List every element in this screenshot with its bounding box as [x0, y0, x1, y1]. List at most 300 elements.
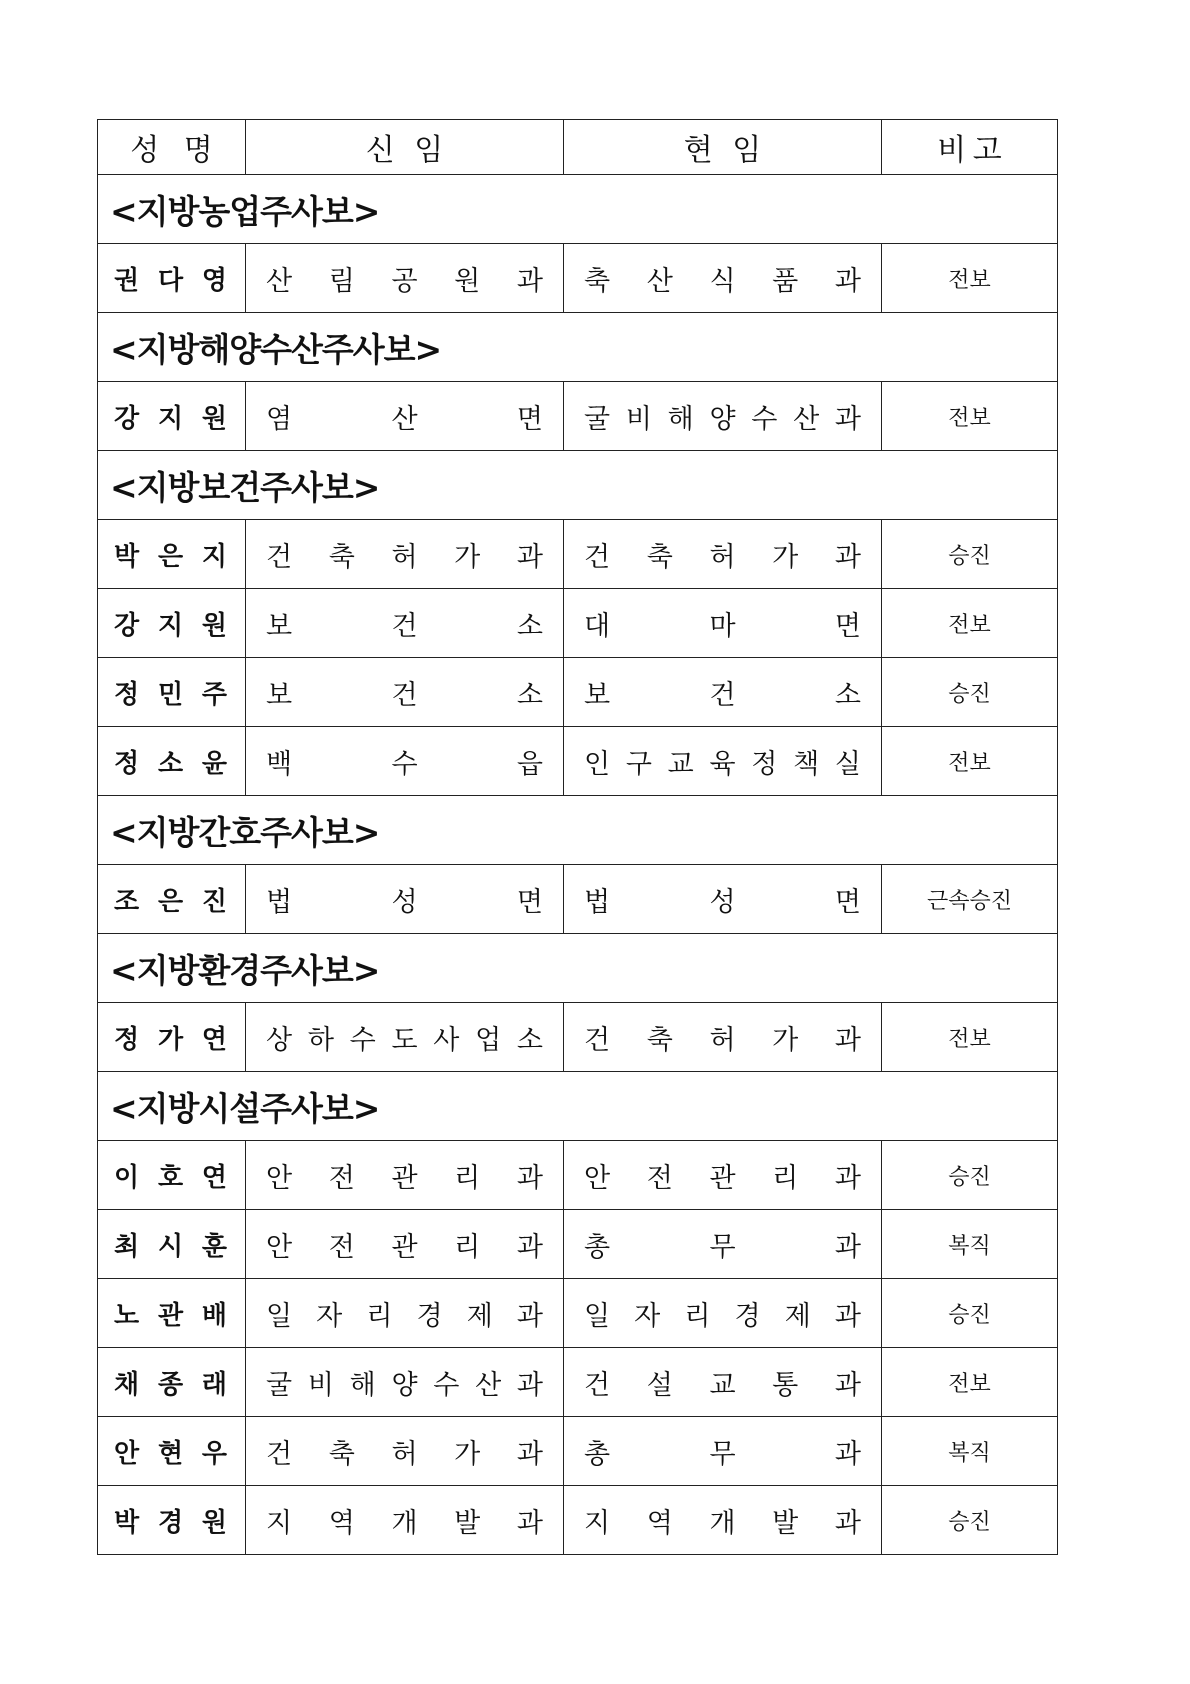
new-post-cell — [246, 382, 564, 451]
current-post-cell — [564, 1417, 882, 1486]
header-new-post-char: 신 — [365, 133, 395, 168]
glyph: 허 — [709, 1024, 736, 1056]
glyph: 발 — [772, 1507, 799, 1539]
glyph: 과 — [834, 541, 861, 573]
glyph: 소 — [516, 1024, 543, 1056]
glyph: 원 — [201, 1507, 227, 1538]
glyph: 가 — [772, 541, 799, 573]
glyph: 주 — [201, 679, 227, 710]
current-post-cell — [564, 244, 882, 313]
glyph: 품 — [772, 265, 799, 297]
header-name-char: 명 — [183, 133, 213, 168]
current-post-cell — [564, 1348, 882, 1417]
current-post-cell-text — [564, 604, 881, 643]
glyph: 실 — [834, 748, 861, 780]
name-cell — [98, 1210, 246, 1279]
glyph: 호 — [157, 1162, 184, 1193]
new-post-cell — [246, 1279, 564, 1348]
new-post-cell — [246, 520, 564, 589]
person-name — [98, 1364, 245, 1401]
glyph: 리 — [772, 1162, 799, 1194]
glyph: 성 — [391, 886, 418, 918]
glyph: 리 — [454, 1231, 481, 1263]
glyph: 림 — [328, 265, 355, 297]
glyph: 과 — [834, 1300, 861, 1332]
glyph: 최 — [114, 1231, 140, 1262]
current-post-cell-text — [564, 259, 881, 298]
glyph: 건 — [584, 1369, 611, 1401]
new-post-cell-text — [246, 1363, 563, 1402]
glyph: 건 — [584, 1024, 611, 1056]
glyph: 과 — [834, 1438, 861, 1470]
new-post-cell — [246, 865, 564, 934]
glyph: 종 — [157, 1369, 184, 1400]
glyph: 축 — [646, 541, 673, 573]
glyph: 조 — [114, 886, 140, 917]
person-name — [98, 260, 245, 297]
glyph: 박 — [114, 1507, 140, 1538]
glyph: 개 — [391, 1507, 418, 1539]
glyph: 강 — [114, 403, 140, 434]
glyph: 총 — [584, 1438, 611, 1470]
new-post-cell-text — [246, 1432, 563, 1471]
glyph: 경 — [157, 1507, 184, 1538]
glyph: 과 — [834, 265, 861, 297]
new-post-cell — [246, 1141, 564, 1210]
glyph: 과 — [834, 1231, 861, 1263]
remark-cell: 승진 — [882, 1486, 1058, 1555]
table-row — [98, 382, 1058, 451]
glyph: 비 — [307, 1369, 334, 1401]
glyph: 자 — [634, 1300, 661, 1332]
name-cell — [98, 520, 246, 589]
current-post-cell — [564, 1003, 882, 1072]
new-post-cell-text — [246, 259, 563, 298]
glyph: 면 — [516, 403, 543, 435]
name-cell — [98, 1348, 246, 1417]
person-name — [98, 605, 245, 642]
person-name — [98, 1226, 245, 1263]
glyph: 축 — [328, 541, 355, 573]
glyph: 과 — [516, 1438, 543, 1470]
remark-cell: 전보 — [882, 727, 1058, 796]
new-post-cell — [246, 589, 564, 658]
table-row — [98, 865, 1058, 934]
glyph: 소 — [157, 748, 184, 779]
glyph: 염 — [266, 403, 293, 435]
glyph: 진 — [201, 886, 227, 917]
new-post-cell — [246, 244, 564, 313]
glyph: 무 — [709, 1231, 736, 1263]
glyph: 과 — [516, 541, 543, 573]
new-post-cell — [246, 727, 564, 796]
table-row — [98, 727, 1058, 796]
glyph: 양 — [709, 403, 736, 435]
remark-cell: 전보 — [882, 382, 1058, 451]
new-post-cell — [246, 1486, 564, 1555]
glyph: 해 — [349, 1369, 376, 1401]
section-title: <지방보건주사보> — [98, 451, 1058, 520]
glyph: 윤 — [201, 748, 227, 779]
new-post-cell — [246, 1210, 564, 1279]
person-name — [98, 536, 245, 573]
header-new-post-cell — [246, 120, 564, 175]
glyph: 정 — [114, 679, 140, 710]
header-row — [98, 120, 1058, 175]
name-cell — [98, 382, 246, 451]
glyph: 상 — [266, 1024, 293, 1056]
glyph: 굴 — [266, 1369, 293, 1401]
section-row — [98, 934, 1058, 1003]
glyph: 구 — [625, 748, 652, 780]
glyph: 경 — [734, 1300, 761, 1332]
header-name-char: 성 — [130, 133, 160, 168]
glyph: 소 — [834, 679, 861, 711]
glyph: 수 — [433, 1369, 460, 1401]
glyph: 식 — [709, 265, 736, 297]
glyph: 전 — [328, 1231, 355, 1263]
new-post-cell-text — [246, 880, 563, 919]
glyph: 교 — [667, 748, 694, 780]
glyph: 축 — [646, 1024, 673, 1056]
remark-cell: 전보 — [882, 589, 1058, 658]
current-post-cell-text — [564, 1501, 881, 1540]
header-current-post-char: 임 — [732, 133, 762, 168]
remark-cell: 승진 — [882, 520, 1058, 589]
new-post-cell — [246, 658, 564, 727]
glyph: 법 — [584, 886, 611, 918]
glyph: 과 — [516, 1231, 543, 1263]
current-post-cell — [564, 589, 882, 658]
glyph: 책 — [793, 748, 820, 780]
current-post-cell — [564, 658, 882, 727]
glyph: 무 — [709, 1438, 736, 1470]
glyph: 원 — [201, 610, 227, 641]
person-name — [98, 674, 245, 711]
current-post-cell-text — [564, 880, 881, 919]
glyph: 법 — [266, 886, 293, 918]
glyph: 연 — [201, 1162, 227, 1193]
glyph: 일 — [584, 1300, 611, 1332]
person-name — [98, 1157, 245, 1194]
glyph: 굴 — [584, 403, 611, 435]
person-name — [98, 1433, 245, 1470]
glyph: 안 — [266, 1231, 293, 1263]
section-title: <지방시설주사보> — [98, 1072, 1058, 1141]
glyph: 하 — [307, 1024, 334, 1056]
remark-cell: 승진 — [882, 658, 1058, 727]
glyph: 대 — [584, 610, 611, 642]
glyph: 과 — [834, 1369, 861, 1401]
glyph: 우 — [201, 1438, 227, 1469]
glyph: 수 — [349, 1024, 376, 1056]
glyph: 관 — [391, 1162, 418, 1194]
section-title: <지방농업주사보> — [98, 175, 1058, 244]
glyph: 정 — [114, 1024, 140, 1055]
table-row — [98, 589, 1058, 658]
section-row — [98, 1072, 1058, 1141]
new-post-cell-text — [246, 604, 563, 643]
current-post-cell — [564, 382, 882, 451]
section-row — [98, 451, 1058, 520]
glyph: 제 — [466, 1300, 493, 1332]
glyph: 권 — [114, 265, 140, 296]
glyph: 교 — [709, 1369, 736, 1401]
glyph: 면 — [834, 886, 861, 918]
glyph: 설 — [646, 1369, 673, 1401]
table-row — [98, 1279, 1058, 1348]
name-cell — [98, 865, 246, 934]
glyph: 축 — [328, 1438, 355, 1470]
glyph: 해 — [667, 403, 694, 435]
header-current-post-char: 현 — [683, 133, 713, 168]
glyph: 소 — [516, 610, 543, 642]
glyph: 영 — [201, 265, 227, 296]
name-cell — [98, 1279, 246, 1348]
table-body — [98, 120, 1058, 1555]
glyph: 리 — [366, 1300, 393, 1332]
glyph: 일 — [266, 1300, 293, 1332]
new-post-cell-text — [246, 1294, 563, 1333]
table-row — [98, 658, 1058, 727]
name-cell — [98, 727, 246, 796]
glyph: 정 — [751, 748, 778, 780]
current-post-cell-text — [564, 1432, 881, 1471]
current-post-cell-text — [564, 1294, 881, 1333]
table-row — [98, 244, 1058, 313]
glyph: 안 — [584, 1162, 611, 1194]
current-post-cell-text — [564, 1225, 881, 1264]
current-post-cell-text — [564, 397, 881, 436]
person-name — [98, 881, 245, 918]
glyph: 민 — [157, 679, 184, 710]
name-cell — [98, 589, 246, 658]
current-post-cell-text — [564, 1018, 881, 1057]
table-row — [98, 1210, 1058, 1279]
glyph: 산 — [475, 1369, 502, 1401]
current-post-cell-text — [564, 673, 881, 712]
glyph: 이 — [114, 1162, 140, 1193]
remark-cell: 전보 — [882, 1003, 1058, 1072]
glyph: 정 — [114, 748, 140, 779]
glyph: 과 — [516, 1507, 543, 1539]
glyph: 축 — [584, 265, 611, 297]
person-name — [98, 743, 245, 780]
personnel-table — [97, 119, 1058, 1555]
remark-cell: 전보 — [882, 1348, 1058, 1417]
person-name — [98, 1502, 245, 1539]
current-post-cell-text — [564, 1156, 881, 1195]
glyph: 관 — [709, 1162, 736, 1194]
glyph: 관 — [391, 1231, 418, 1263]
glyph: 제 — [784, 1300, 811, 1332]
current-post-cell — [564, 1210, 882, 1279]
new-post-cell-text — [246, 1156, 563, 1195]
glyph: 지 — [201, 541, 227, 572]
new-post-cell-text — [246, 1501, 563, 1540]
glyph: 마 — [709, 610, 736, 642]
header-current-post-cell — [564, 120, 882, 175]
glyph: 은 — [157, 541, 184, 572]
glyph: 리 — [454, 1162, 481, 1194]
header-remark-cell — [882, 120, 1058, 175]
glyph: 지 — [584, 1507, 611, 1539]
glyph: 노 — [114, 1300, 140, 1331]
section-title: <지방간호주사보> — [98, 796, 1058, 865]
glyph: 경 — [416, 1300, 443, 1332]
current-post-cell-text — [564, 742, 881, 781]
current-post-cell — [564, 1141, 882, 1210]
glyph: 과 — [516, 1369, 543, 1401]
new-post-cell-text — [246, 397, 563, 436]
section-row — [98, 796, 1058, 865]
glyph: 건 — [266, 541, 293, 573]
glyph: 육 — [709, 748, 736, 780]
header-remark-char: 고 — [972, 133, 1002, 168]
person-name — [98, 398, 245, 435]
glyph: 업 — [475, 1024, 502, 1056]
glyph: 원 — [454, 265, 481, 297]
header-new-post-char: 임 — [414, 133, 444, 168]
remark-cell: 승진 — [882, 1279, 1058, 1348]
glyph: 시 — [157, 1231, 184, 1262]
glyph: 지 — [157, 403, 184, 434]
glyph: 허 — [391, 1438, 418, 1470]
remark-cell: 복직 — [882, 1417, 1058, 1486]
table-row — [98, 1486, 1058, 1555]
person-name — [98, 1295, 245, 1332]
glyph: 안 — [266, 1162, 293, 1194]
glyph: 전 — [328, 1162, 355, 1194]
glyph: 수 — [391, 748, 418, 780]
new-post-cell — [246, 1417, 564, 1486]
glyph: 과 — [834, 403, 861, 435]
table-row — [98, 1348, 1058, 1417]
glyph: 백 — [266, 748, 293, 780]
section-row — [98, 313, 1058, 382]
glyph: 인 — [584, 748, 611, 780]
header-remark-char: 비 — [937, 133, 967, 168]
glyph: 과 — [516, 1162, 543, 1194]
glyph: 면 — [516, 886, 543, 918]
glyph: 면 — [834, 610, 861, 642]
glyph: 개 — [709, 1507, 736, 1539]
current-post-cell — [564, 865, 882, 934]
glyph: 채 — [114, 1369, 140, 1400]
glyph: 수 — [751, 403, 778, 435]
glyph: 통 — [772, 1369, 799, 1401]
glyph: 성 — [709, 886, 736, 918]
new-post-cell-text — [246, 1018, 563, 1057]
glyph: 래 — [201, 1369, 227, 1400]
glyph: 리 — [684, 1300, 711, 1332]
name-cell — [98, 1141, 246, 1210]
new-post-cell-text — [246, 673, 563, 712]
glyph: 비 — [625, 403, 652, 435]
glyph: 다 — [157, 265, 184, 296]
glyph: 보 — [266, 679, 293, 711]
glyph: 허 — [391, 541, 418, 573]
table-row — [98, 1417, 1058, 1486]
glyph: 은 — [157, 886, 184, 917]
glyph: 허 — [709, 541, 736, 573]
glyph: 산 — [391, 403, 418, 435]
glyph: 과 — [834, 1024, 861, 1056]
glyph: 산 — [646, 265, 673, 297]
glyph: 가 — [772, 1024, 799, 1056]
glyph: 소 — [516, 679, 543, 711]
new-post-cell-text — [246, 742, 563, 781]
glyph: 보 — [266, 610, 293, 642]
glyph: 도 — [391, 1024, 418, 1056]
section-row — [98, 175, 1058, 244]
glyph: 연 — [201, 1024, 227, 1055]
glyph: 배 — [201, 1300, 227, 1331]
new-post-cell — [246, 1348, 564, 1417]
current-post-cell — [564, 1279, 882, 1348]
new-post-cell-text — [246, 535, 563, 574]
name-cell — [98, 658, 246, 727]
glyph: 산 — [793, 403, 820, 435]
glyph: 지 — [157, 610, 184, 641]
remark-cell: 복직 — [882, 1210, 1058, 1279]
remark-cell: 근속승진 — [882, 865, 1058, 934]
glyph: 읍 — [516, 748, 543, 780]
glyph: 산 — [266, 265, 293, 297]
glyph: 과 — [834, 1162, 861, 1194]
glyph: 사 — [433, 1024, 460, 1056]
glyph: 원 — [201, 403, 227, 434]
glyph: 가 — [157, 1024, 184, 1055]
remark-cell: 승진 — [882, 1141, 1058, 1210]
name-cell — [98, 1417, 246, 1486]
table-row — [98, 520, 1058, 589]
section-title: <지방환경주사보> — [98, 934, 1058, 1003]
glyph: 발 — [454, 1507, 481, 1539]
glyph: 안 — [114, 1438, 140, 1469]
glyph: 과 — [516, 1300, 543, 1332]
glyph: 공 — [391, 265, 418, 297]
glyph: 양 — [391, 1369, 418, 1401]
glyph: 역 — [646, 1507, 673, 1539]
name-cell — [98, 1003, 246, 1072]
glyph: 건 — [266, 1438, 293, 1470]
header-name-cell — [98, 120, 246, 175]
glyph: 건 — [584, 541, 611, 573]
glyph: 박 — [114, 541, 140, 572]
glyph: 과 — [516, 265, 543, 297]
glyph: 가 — [454, 541, 481, 573]
glyph: 건 — [391, 610, 418, 642]
glyph: 관 — [157, 1300, 184, 1331]
current-post-cell — [564, 1486, 882, 1555]
glyph: 자 — [316, 1300, 343, 1332]
current-post-cell — [564, 520, 882, 589]
current-post-cell-text — [564, 535, 881, 574]
name-cell — [98, 244, 246, 313]
table-row — [98, 1141, 1058, 1210]
glyph: 건 — [391, 679, 418, 711]
glyph: 보 — [584, 679, 611, 711]
glyph: 가 — [454, 1438, 481, 1470]
table-row — [98, 1003, 1058, 1072]
new-post-cell — [246, 1003, 564, 1072]
new-post-cell-text — [246, 1225, 563, 1264]
name-cell — [98, 1486, 246, 1555]
current-post-cell — [564, 727, 882, 796]
glyph: 지 — [266, 1507, 293, 1539]
remark-cell: 전보 — [882, 244, 1058, 313]
